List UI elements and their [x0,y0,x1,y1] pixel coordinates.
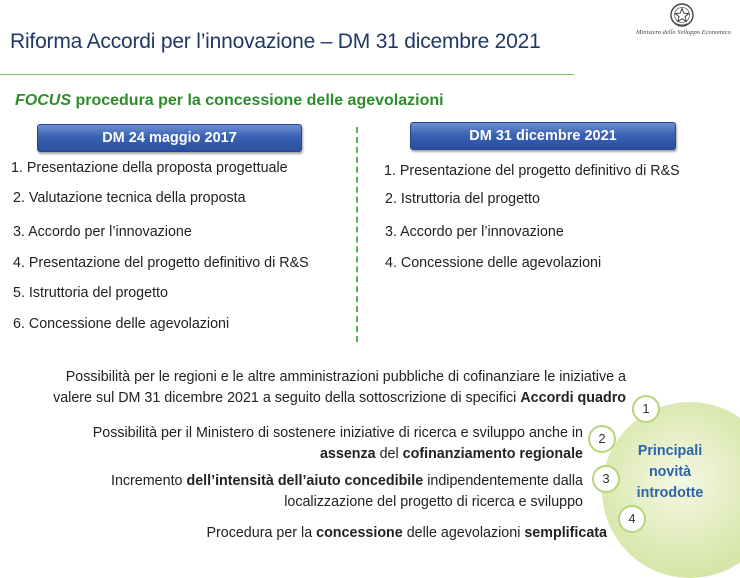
left-step-4: 4. Presentazione del progetto definitivo di R&S [13,255,309,271]
republic-emblem-icon [669,2,695,28]
focus-text: procedura per la concessione delle agevolazioni [71,92,444,109]
left-step-6: 6. Concessione delle agevolazioni [13,316,230,332]
right-step-4: 4. Concessione delle agevolazioni [385,255,602,271]
novelty-2-line-1: Possibilità per il Ministero di sostenere iniziative di ricerca e sviluppo anche in [92,425,583,441]
novelties-label-line-1: Principali [637,443,703,459]
novelty-number-2: 2 [588,425,616,453]
novelty-3-line-2: localizzazione del progetto di ricerca e sviluppo [284,494,583,510]
title-divider [0,74,574,75]
right-step-1: 1. Presentazione del progetto definitivo di R&S [384,163,680,179]
novelty-number-4: 4 [618,505,646,533]
novelty-1-line-2: valere sul DM 31 dicembre 2021 a seguito della sottoscrizione di specifici Accordi quadro [53,390,626,406]
novelty-number-3: 3 [592,465,620,493]
novelty-4-line: Procedura per la concessione delle agevolazioni semplificata [206,525,607,541]
page-title: Riforma Accordi per l’innovazione – DM 31 dicembre 2021 [10,30,541,53]
right-step-2: 2. Istruttoria del progetto [385,191,540,207]
left-step-1: 1. Presentazione della proposta progettuale [11,160,288,176]
novelty-1-line-1: Possibilità per le regioni e le altre amministrazioni pubbliche di cofinanziare le iniziative a [65,369,626,385]
right-step-3: 3. Accordo per l’innovazione [385,224,564,240]
left-step-5: 5. Istruttoria del progetto [13,285,168,301]
focus-subtitle [15,92,444,110]
novelty-3-line-1: Incremento dell’intensità dell’aiuto concedibile indipendentemente dalla [110,473,583,489]
novelties-label-line-3: introdotte [636,485,704,501]
focus-keyword: FOCUS [15,92,71,109]
ministry-caption: Ministero dello Sviluppo Economico [636,29,731,36]
novelties-label-line-2: novità [648,464,692,480]
novelty-number-1: 1 [632,395,660,423]
left-column-header: DM 24 maggio 2017 [37,124,302,152]
left-step-3: 3. Accordo per l’innovazione [13,224,192,240]
novelty-2-line-2: assenza del cofinanziamento regionale [319,446,583,462]
right-column-header: DM 31 dicembre 2021 [410,122,676,150]
column-divider [356,127,358,342]
ministry-logo [636,2,731,38]
novelties-label [626,441,714,504]
left-step-2: 2. Valutazione tecnica della proposta [13,190,246,206]
